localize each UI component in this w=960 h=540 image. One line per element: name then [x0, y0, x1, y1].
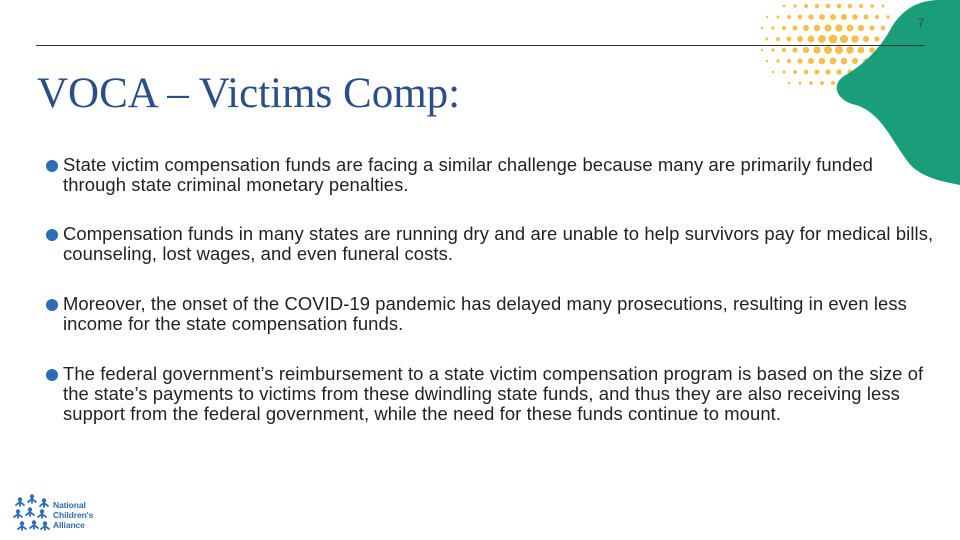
- decorative-dot: [818, 35, 826, 43]
- decorative-dot: [813, 46, 820, 53]
- bullet-text: Moreover, the onset of the COVID-19 pandemic has delayed many prosecutions, resulting in even less income for the state compensation funds.: [63, 293, 907, 334]
- decorative-dot: [782, 26, 786, 30]
- decorative-dot: [830, 14, 836, 20]
- decorative-dot: [835, 46, 843, 54]
- decorative-dot: [798, 81, 801, 84]
- decorative-dot: [808, 14, 813, 19]
- bullet-item: [46, 294, 936, 334]
- bullet-dot-icon: [46, 299, 58, 311]
- decorative-dot: [815, 4, 819, 8]
- decorative-dot: [841, 58, 848, 65]
- logo-line: Children's: [53, 510, 94, 520]
- bullet-text: The federal government’s reimbursement to a state victim compensation program is based on the size of the state’s payments to victims from these dwindling state funds, and thus they are also receiving less support from the federal government, while the need for these funds continue to mount.: [63, 363, 924, 424]
- decorative-dot: [804, 70, 809, 75]
- decorative-dot: [772, 71, 774, 73]
- decorative-dot: [852, 14, 858, 20]
- decorative-dot: [798, 15, 803, 20]
- bullet-item: [46, 155, 936, 195]
- decorative-dot: [803, 25, 809, 31]
- decorative-dot: [797, 58, 802, 63]
- decorative-dot: [782, 48, 786, 52]
- decorative-dot: [761, 27, 763, 29]
- decorative-dot: [875, 15, 879, 19]
- decorative-dot: [848, 4, 853, 9]
- decorative-dot: [788, 82, 791, 85]
- bullet-item: [46, 224, 936, 264]
- decorative-dot: [809, 81, 813, 85]
- decorative-dot: [830, 58, 837, 65]
- decorative-dot: [814, 25, 821, 32]
- bullet-text: Compensation funds in many states are running dry and are unable to help survivors pay for medical bills, counseling, lost wages, and even funeral costs.: [63, 223, 934, 264]
- decorative-dot: [858, 47, 865, 54]
- decorative-dot: [886, 15, 889, 18]
- decorative-dot: [814, 69, 819, 74]
- decorative-dot: [819, 14, 825, 20]
- decorative-dot: [808, 36, 815, 43]
- decorative-dot: [874, 36, 879, 41]
- decorative-dot: [776, 37, 780, 41]
- decorative-dot: [864, 15, 869, 20]
- decorative-dot: [852, 58, 858, 64]
- decorative-dot: [824, 24, 831, 31]
- decorative-dot: [840, 35, 848, 43]
- decorative-dot: [847, 25, 854, 32]
- logo-wordmark: [53, 500, 93, 530]
- logo-figure-body: [28, 499, 36, 503]
- logo-figure-body: [38, 514, 46, 518]
- logo-figure-body: [14, 514, 22, 518]
- decorative-dot: [761, 49, 763, 51]
- decorative-dot: [771, 26, 774, 29]
- decorative-dot: [824, 46, 832, 54]
- logo-figure-body: [40, 503, 48, 507]
- decorative-dot: [766, 60, 768, 62]
- decorative-dot: [841, 14, 847, 20]
- decorative-dot: [846, 46, 853, 53]
- organization-logo: [12, 494, 132, 534]
- decorative-dot: [859, 4, 863, 8]
- bullet-text: State victim compensation funds are facing a similar challenge because many are primarily funded through state criminal monetary penalties.: [63, 154, 873, 195]
- decorative-dot: [869, 47, 875, 53]
- decorative-dot: [870, 4, 874, 8]
- decorative-dot: [776, 59, 779, 62]
- decorative-dot: [881, 26, 885, 30]
- decorative-dot: [808, 58, 814, 64]
- decorative-dot: [766, 16, 768, 18]
- decorative-dot: [836, 69, 841, 74]
- slide-title: VOCA – Victims Comp:: [37, 70, 461, 117]
- decorative-dot: [776, 15, 779, 18]
- decorative-dot: [787, 59, 791, 63]
- decorative-dot: [771, 48, 774, 51]
- logo-figure-body: [18, 526, 26, 530]
- decorative-dot: [787, 37, 792, 42]
- decorative-dot: [831, 81, 835, 85]
- logo-figure-body: [16, 502, 24, 506]
- page-number: 7: [917, 16, 924, 30]
- decorative-dot: [837, 4, 842, 9]
- decorative-dot: [766, 38, 769, 41]
- decorative-dot: [825, 69, 830, 74]
- decorative-dot: [793, 70, 797, 74]
- bullet-dot-icon: [46, 229, 58, 241]
- bullet-dot-icon: [46, 160, 58, 172]
- decorative-dot: [851, 35, 858, 42]
- decorative-dot: [820, 81, 824, 85]
- decorative-dot: [803, 47, 809, 53]
- logo-figure-body: [30, 525, 38, 529]
- decorative-dot: [826, 4, 831, 9]
- decorative-dot: [835, 24, 842, 31]
- decorative-dot: [829, 35, 838, 44]
- decorative-dot: [792, 47, 797, 52]
- decorative-dot: [797, 36, 803, 42]
- decorative-dot: [783, 5, 786, 8]
- decorative-dot: [792, 25, 797, 30]
- decorative-dot: [793, 4, 796, 7]
- logo-figure-body: [26, 512, 34, 516]
- decorative-dot: [858, 25, 864, 31]
- logo-figure-body: [41, 526, 49, 530]
- decorative-dot: [782, 70, 785, 73]
- bullet-item: [46, 364, 936, 424]
- children-figures-logo-icon: [12, 494, 52, 534]
- decorative-dot: [787, 15, 791, 19]
- header-divider: [36, 45, 924, 46]
- decorative-dot: [819, 58, 826, 65]
- decorative-dot: [804, 4, 808, 8]
- logo-line: National: [53, 500, 86, 510]
- decorative-dot: [882, 5, 885, 8]
- decorative-dot: [869, 25, 874, 30]
- logo-line: Alliance: [53, 520, 85, 530]
- bullet-dot-icon: [46, 369, 58, 381]
- decorative-dot: [863, 36, 869, 42]
